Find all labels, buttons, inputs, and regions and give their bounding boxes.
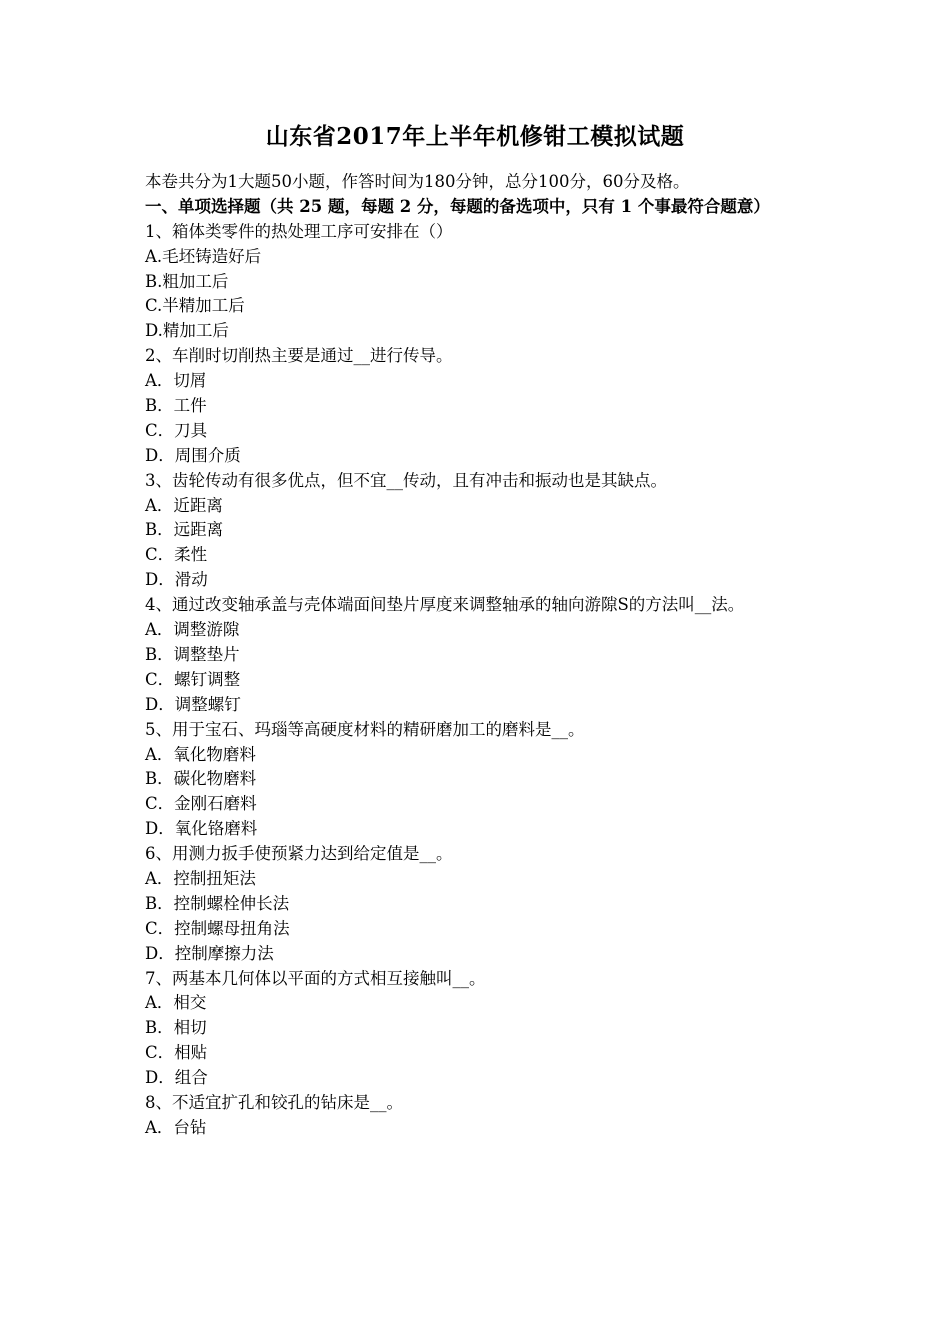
option-c: C．柔性 [145,545,208,565]
option-a: A．调整游隙 [145,620,240,640]
option-d: D.精加工后 [145,321,229,341]
question-2 [145,344,810,468]
option-c: C．金刚石磨料 [145,794,257,814]
question-text: 6、用测力扳手使预紧力达到给定值是__。 [145,844,453,864]
option-d: D．控制摩擦力法 [145,943,274,963]
question-6 [145,842,810,966]
option-a: A．台钻 [145,1117,207,1137]
question-1 [145,220,810,344]
option-b: B．工件 [145,396,207,416]
question-text: 7、两基本几何体以平面的方式相互接触叫__。 [145,968,486,988]
question-text: 1、箱体类零件的热处理工序可安排在（） [145,221,453,241]
option-d: D．调整螺钉 [145,694,241,714]
option-d: D．滑动 [145,570,208,590]
option-d: D．组合 [145,1068,208,1088]
option-c: C．控制螺母扭角法 [145,918,290,938]
option-a: A．切屑 [145,371,207,391]
question-text: 4、通过改变轴承盖与壳体端面间垫片厚度来调整轴承的轴向游隙S的方法叫__法。 [145,595,745,615]
option-c: C．螺钉调整 [145,669,241,689]
option-b: B.粗加工后 [145,271,229,291]
option-b: B．相切 [145,1018,207,1038]
option-b: B．远距离 [145,520,224,540]
option-a: A.毛坯铸造好后 [145,246,262,266]
question-text: 8、不适宜扩孔和铰孔的钻床是__。 [145,1092,403,1112]
document-title: 山东省2017年上半年机修钳工模拟试题 [265,123,685,150]
option-c: C．相贴 [145,1043,208,1063]
exam-intro: 本卷共分为1大题50小题，作答时间为180分钟，总分100分，60分及格。 [145,172,690,191]
option-b: B．碳化物磨料 [145,769,257,789]
question-text: 5、用于宝石、玛瑙等高硬度材料的精研磨加工的磨料是__。 [145,719,585,739]
option-b: B．调整垫片 [145,644,240,664]
question-8 [145,1091,810,1141]
option-d: D．周围介质 [145,445,241,465]
option-a: A．相交 [145,993,207,1013]
question-text: 2、车削时切削热主要是通过__进行传导。 [145,346,453,366]
question-3 [145,469,810,593]
question-5 [145,718,810,842]
option-c: C.半精加工后 [145,296,245,316]
question-7 [145,967,810,1091]
section-heading: 一、单项选择题（共 25 题，每题 2 分，每题的备选项中，只有 1 个事最符合题意） [145,196,770,216]
option-c: C．刀具 [145,420,208,440]
option-a: A．控制扭矩法 [145,868,256,888]
option-a: A．氧化物磨料 [145,744,256,764]
option-d: D．氧化铬磨料 [145,819,258,839]
option-a: A．近距离 [145,495,223,515]
document-body [145,170,810,1141]
question-4 [145,593,810,717]
option-b: B．控制螺栓伸长法 [145,893,290,913]
question-text: 3、齿轮传动有很多优点，但不宜__传动，且有冲击和振动也是其缺点。 [145,470,667,490]
